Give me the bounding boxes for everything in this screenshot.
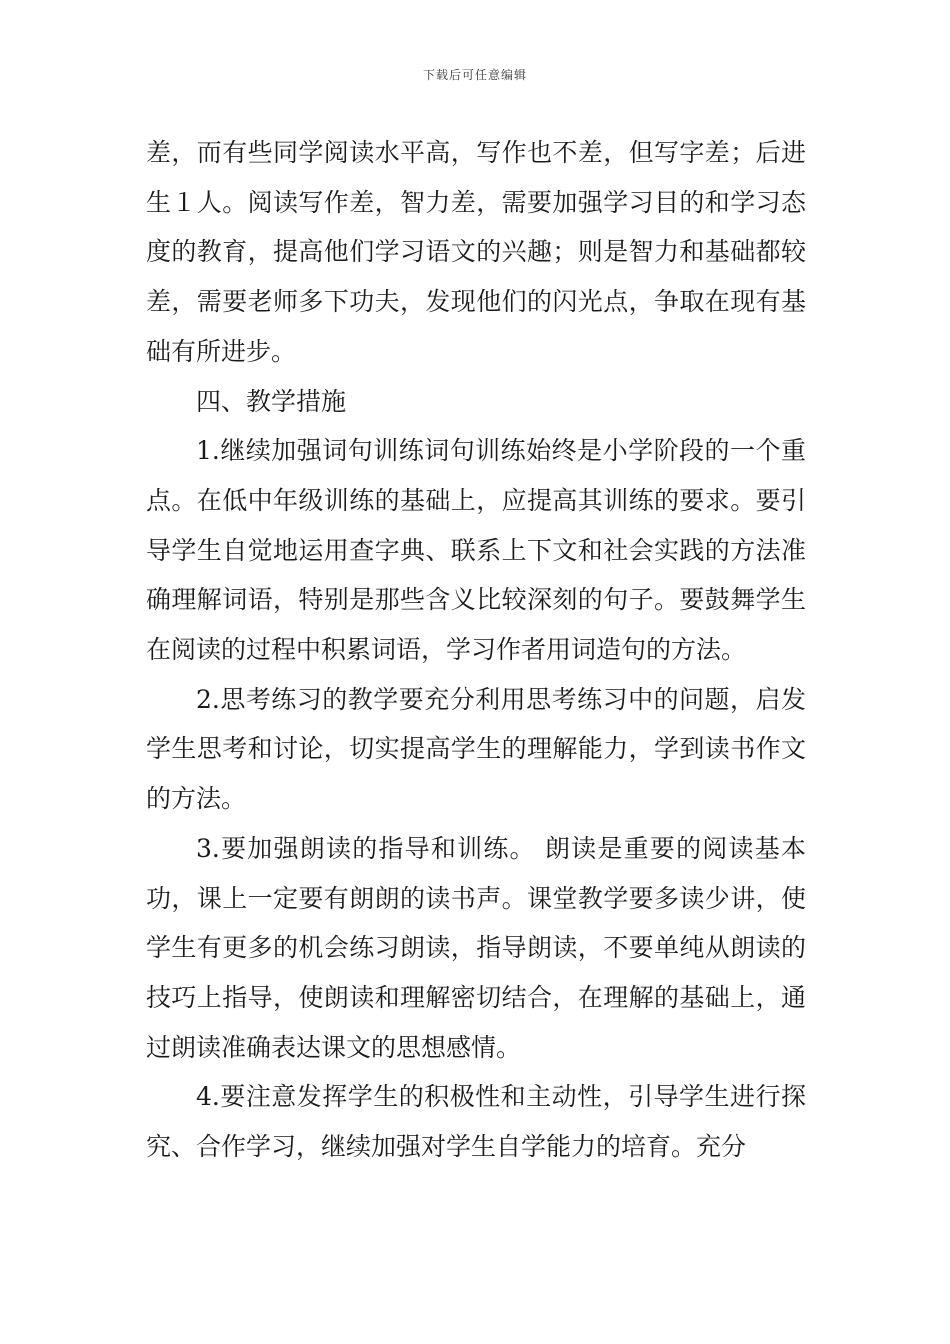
paragraph-measure-1: 1.继续加强词句训练词句训练始终是小学阶段的一个重点。在低中年级训练的基础上，应提高其训练的要求。要引导学生自觉地运用查字典、联系上下文和社会实践的方法准确理解词语，特别是那些含义比较深刻的句子。要鼓舞学生在阅读的过程中积累词语，学习作者用词造句的方法。 xyxy=(146,436,806,665)
paragraph-continuation: 差，而有些同学阅读水平高，写作也不差，但写字差；后进生１人。阅读写作差，智力差，需要加强学习目的和学习态度的教育，提高他们学习语文的兴趣；则是智力和基础都较差，需要老师多下功夫，发现他们的闪光点，争取在现有基础有所进步。 xyxy=(146,138,806,366)
download-note: 下载后可任意编辑 xyxy=(422,68,527,82)
paragraph-measure-3: 3.要加强朗读的指导和训练。 朗读是重要的阅读基本功，课上一定要有朗朗的读书声。课堂教学要多读少讲，使学生有更多的机会练习朗读，指导朗读，不要单纯从朗读的技巧上指导，使朗读和理解密切结合，在理解的基础上，通过朗读准确表达课文的思想感情。 xyxy=(146,833,806,1062)
paragraph-measure-4: 4.要注意发挥学生的积极性和主动性，引导学生进行探究、合作学习，继续加强对学生自学能力的培育。充分 xyxy=(146,1082,806,1162)
section-heading: 四、教学措施 xyxy=(196,386,347,416)
document-body xyxy=(146,128,806,1172)
paragraph-measure-2: 2.思考练习的教学要充分利用思考练习中的问题，启发学生思考和讨论，切实提高学生的理解能力，学到读书作文的方法。 xyxy=(146,684,806,814)
